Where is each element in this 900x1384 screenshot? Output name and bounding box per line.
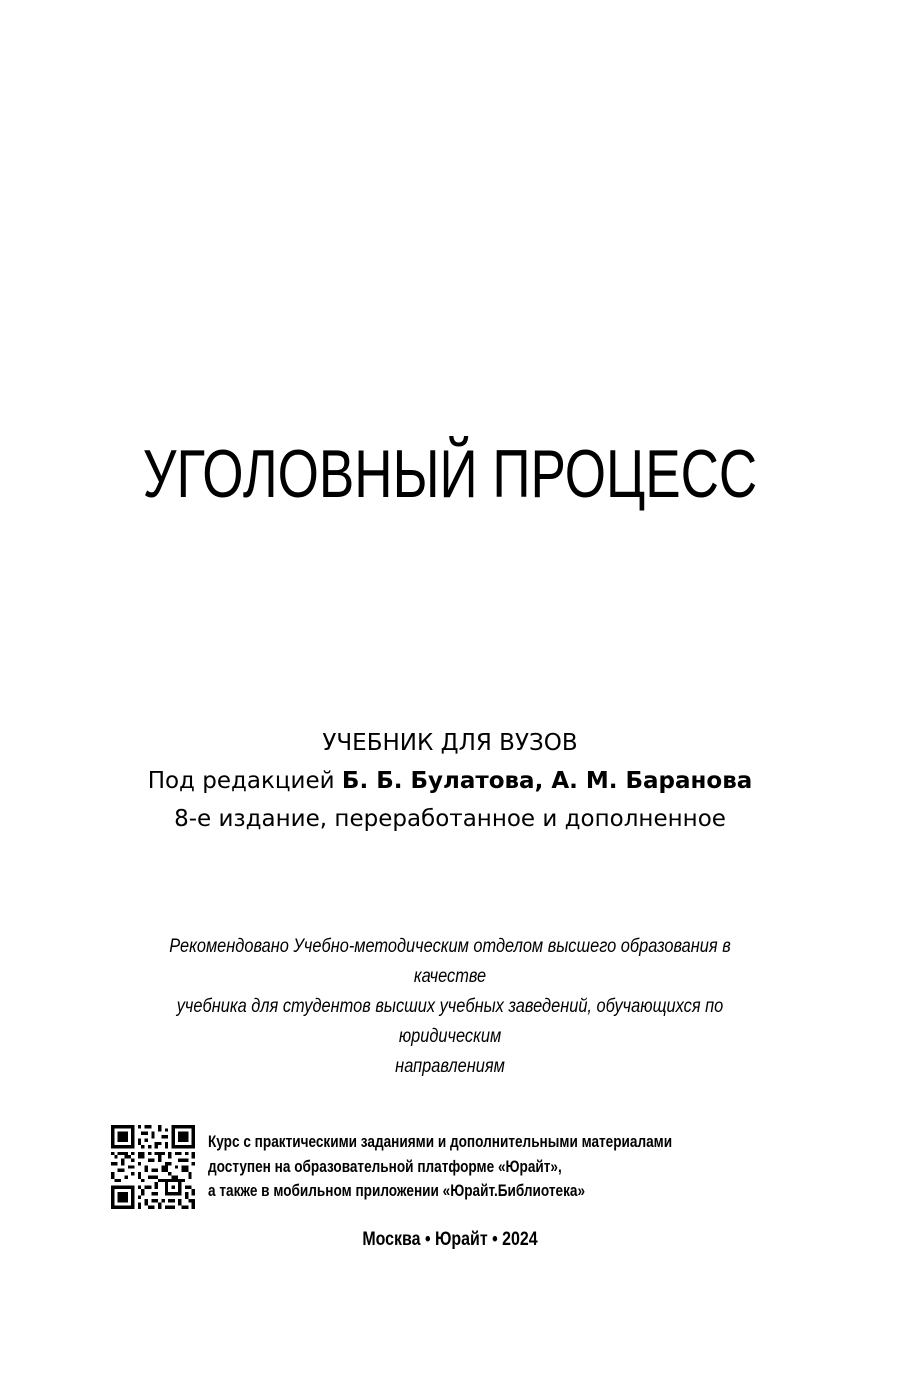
recommendation-line: направлениям: [395, 1055, 505, 1077]
publisher-imprint: Москва • Юрайт • 2024: [362, 1229, 538, 1250]
course-info-line: Курс с практическими заданиями и дополнительными материалами: [208, 1132, 673, 1151]
course-info-line: а также в мобильном приложении «Юрайт.Библиотека»: [208, 1181, 586, 1200]
editors-names: Б. Б. Булатова, А. М. Баранова: [341, 768, 753, 794]
book-type: УЧЕБНИК ДЛЯ ВУЗОВ: [322, 730, 578, 756]
editors-prefix: Под редакцией: [147, 768, 342, 794]
course-info: [208, 1130, 704, 1204]
qr-code-icon: [111, 1125, 195, 1209]
subtitle-block: [0, 724, 900, 838]
editors-line: [0, 762, 900, 800]
book-title: УГОЛОВНЫЙ ПРОЦЕСС: [142, 436, 758, 512]
recommendation-line: учебника для студентов высших учебных заведений, обучающихся по юридическим: [176, 995, 724, 1047]
course-info-line: доступен на образовательной платформе «Юрайт»,: [208, 1156, 562, 1176]
edition-line: 8-е издание, переработанное и дополненное: [174, 806, 726, 832]
recommendation-text: [139, 931, 761, 1081]
recommendation-line: Рекомендовано Учебно-методическим отделом высшего образования в качестве: [169, 935, 731, 987]
